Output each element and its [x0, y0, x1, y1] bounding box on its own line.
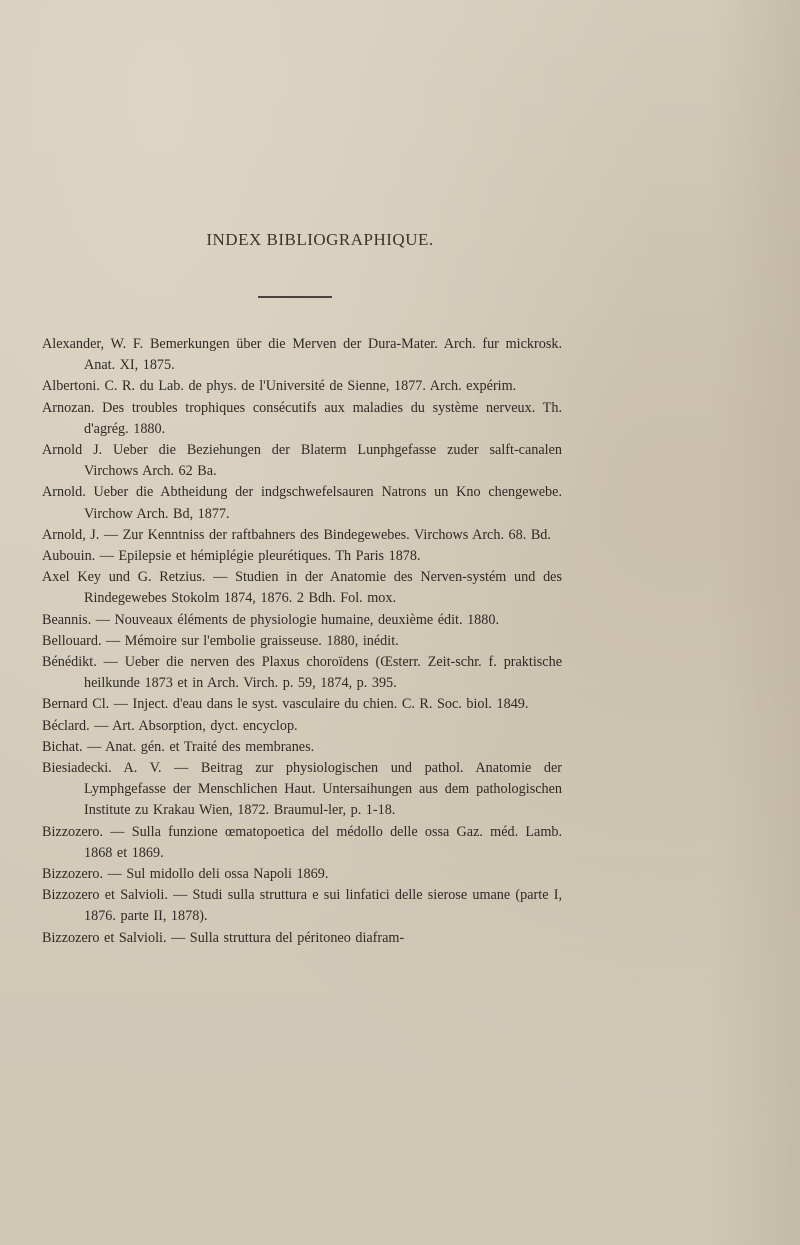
- bibliography-entry: Arnold. Ueber die Abtheidung der indgschwefelsauren Natrons un Kno chengewebe. Virchow Arch. Bd, 1877.: [42, 484, 562, 522]
- page-edge-shading: [710, 0, 800, 1245]
- bibliography-entry: Bizzozero. — Sulla funzione œmatopoetica del médollo delle ossa Gaz. méd. Lamb. 1868 et 1869.: [42, 823, 562, 861]
- page-title: INDEX BIBLIOGRAPHIQUE.: [206, 230, 434, 249]
- bibliography-entry: Arnold, J. — Zur Kenntniss der raftbahners des Bindegewebes. Virchows Arch. 68. Bd.: [42, 526, 551, 543]
- bibliography-entry: Bichat. — Anat. gén. et Traité des membranes.: [42, 738, 315, 755]
- bibliography-entry: Biesiadecki. A. V. — Beitrag zur physiologischen und pathol. Anatomie der Lymphgefasse der Menschlichen Haut. Untersaihungen aus dem pathologischen Institute zu Krakau Wien, 1872. Braumul-ler, p. 1-18.: [42, 760, 562, 819]
- bibliography-entry: Béclard. — Art. Absorption, dyct. encyclop.: [42, 717, 298, 734]
- bibliography-entry: Beannis. — Nouveaux éléments de physiologie humaine, deuxième édit. 1880.: [42, 611, 499, 628]
- bibliography-entry: Axel Key und G. Retzius. — Studien in der Anatomie des Nerven-systém und des Rindegewebes Stokolm 1874, 1876. 2 Bdh. Fol. mox.: [42, 569, 562, 607]
- bibliography-entry: Bellouard. — Mémoire sur l'embolie graisseuse. 1880, inédit.: [42, 632, 399, 649]
- bibliography-entry: Bernard Cl. — Inject. d'eau dans le syst. vasculaire du chien. C. R. Soc. biol. 1849.: [42, 696, 529, 713]
- bibliography-entry: Bénédikt. — Ueber die nerven des Plaxus choroïdens (Œsterr. Zeit-schr. f. praktische heilkunde 1873 et in Arch. Virch. p. 59, 1874, p. 395.: [42, 654, 562, 692]
- bibliography-entry: Bizzozero et Salvioli. — Studi sulla struttura e sui linfatici delle sierose umane (parte I, 1876. parte II, 1878).: [42, 887, 562, 925]
- title-rule: [258, 296, 332, 298]
- bibliography-entry: Bizzozero et Salvioli. — Sulla struttura del péritoneo diafram-: [42, 929, 405, 946]
- bibliography-entry: Bizzozero. — Sul midollo deli ossa Napoli 1869.: [42, 866, 329, 883]
- bibliography-entry: Aubouin. — Epilepsie et hémiplégie pleurétiques. Th Paris 1878.: [42, 548, 421, 565]
- bibliography-entry: Albertoni. C. R. du Lab. de phys. de l'Université de Sienne, 1877. Arch. expérim.: [42, 378, 517, 395]
- bibliography-entry: Alexander, W. F. Bemerkungen über die Merven der Dura-Mater. Arch. fur mickrosk. Anat. XI, 1875.: [42, 336, 562, 374]
- bibliography-entry: Arnozan. Des troubles trophiques consécutifs aux maladies du système nerveux. Th. d'agrég. 1880.: [42, 399, 562, 437]
- bibliography-entry: Arnold J. Ueber die Beziehungen der Blaterm Lunphgefasse zuder salft-canalen Virchows Arch. 62 Ba.: [42, 442, 562, 480]
- bibliography-list: [42, 334, 562, 949]
